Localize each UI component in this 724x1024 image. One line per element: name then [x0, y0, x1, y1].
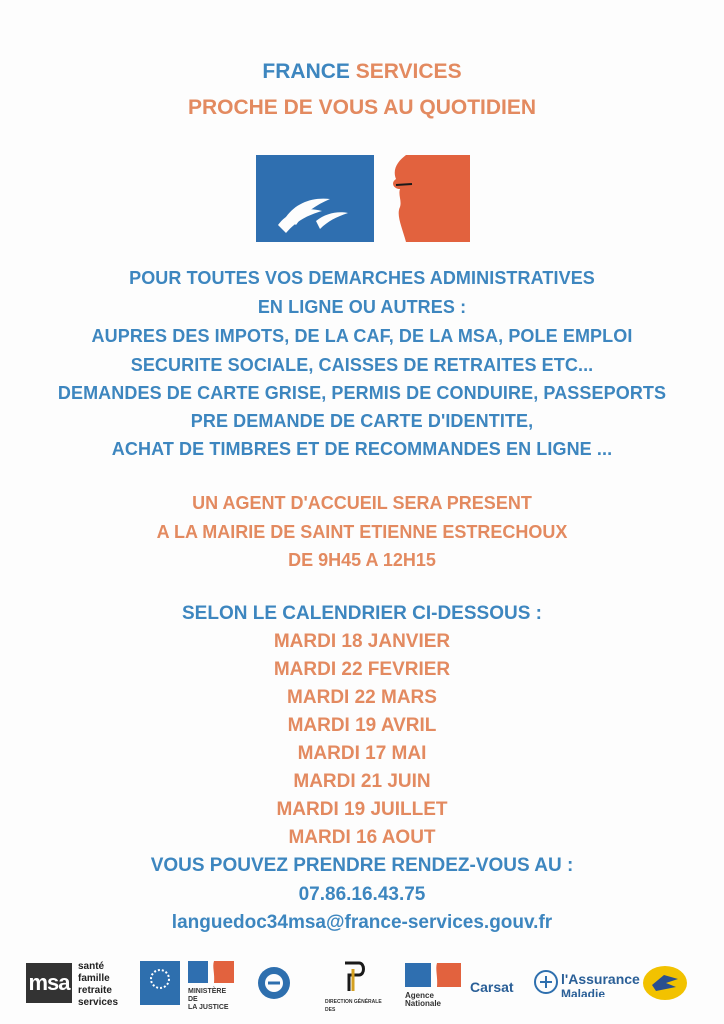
intro-line: DEMANDES DE CARTE GRISE, PERMIS DE CONDUIRE, PASSEPORTS [57, 383, 667, 403]
intro-line: POUR TOUTES VOS DEMARCHES ADMINISTRATIVES [129, 268, 595, 288]
rdv-text: VOUS POUVEZ PRENDRE RENDEZ-VOUS AU : [150, 855, 574, 876]
phone-number[interactable]: 07.86.16.43.75 [298, 884, 426, 905]
caf-logo-icon [140, 961, 180, 1005]
subtitle: PROCHE DE VOUS AU QUOTIDIEN [187, 96, 537, 119]
agent-line: A LA MAIRIE DE SAINT ETIENNE ESTRECHOUX [156, 522, 568, 542]
calendar-date: MARDI 16 AOUT [288, 827, 436, 848]
rf-flag-small-icon [405, 963, 461, 987]
intro-line: SECURITE SOCIALE, CAISSES DE RETRAITES ETC... [130, 355, 594, 375]
carsat-logo: Carsat [470, 979, 514, 995]
title [0, 60, 724, 84]
calendar-date: MARDI 19 AVRIL [287, 715, 437, 736]
calendar-date: MARDI 18 JANVIER [273, 631, 451, 652]
dgfip-logo: DIRECTION GÉNÉRALE DES [325, 961, 385, 1014]
calendar-date: MARDI 17 MAI [297, 743, 427, 764]
msa-mark: msa [26, 963, 72, 1003]
intro-line: PRE DEMANDE DE CARTE D'IDENTITE, [190, 411, 534, 431]
la-poste-logo-icon [642, 965, 688, 1001]
agent-line: UN AGENT D'ACCUEIL SERA PRESENT [192, 493, 532, 513]
calendar-heading: SELON LE CALENDRIER CI-DESSOUS : [182, 603, 542, 624]
rf-flag-icon [188, 961, 234, 983]
calendar-date: MARDI 22 FEVRIER [273, 659, 451, 680]
calendar-date: MARDI 22 MARS [287, 687, 437, 708]
dgfip-mark-icon [341, 961, 367, 993]
intro-line: EN LIGNE OU AUTRES : [257, 297, 467, 317]
partner-logos: msa santé famille retraite services MINISTÈRE DE LA JUSTICE DIRECTION GÉNÉRALE DES Agence Nationale Carsat l'Assurance Maladie [0, 955, 724, 1015]
calendar-date: MARDI 19 JUILLET [276, 799, 448, 820]
pole-emploi-logo-icon [256, 965, 292, 1001]
title-services: SERVICES [355, 60, 462, 83]
marianne-logo-icon [256, 155, 470, 242]
title-france: FRANCE [262, 60, 350, 83]
email-address[interactable]: languedoc34msa@france-services.gouv.fr [171, 912, 553, 933]
agent-line: DE 9H45 A 12H15 [288, 550, 436, 570]
intro-line: ACHAT DE TIMBRES ET DE RECOMMANDES EN LIGNE ... [111, 439, 613, 459]
agence-nationale-logo: Agence Nationale [405, 963, 461, 1008]
calendar-date: MARDI 21 JUIN [293, 771, 431, 792]
assurance-maladie-mark-icon [533, 969, 559, 995]
justice-logo: MINISTÈRE DE LA JUSTICE [188, 961, 234, 1012]
msa-tagline: santé famille retraite services [78, 961, 119, 1008]
intro-line: AUPRES DES IMPOTS, DE LA CAF, DE LA MSA, POLE EMPLOI [91, 326, 633, 346]
